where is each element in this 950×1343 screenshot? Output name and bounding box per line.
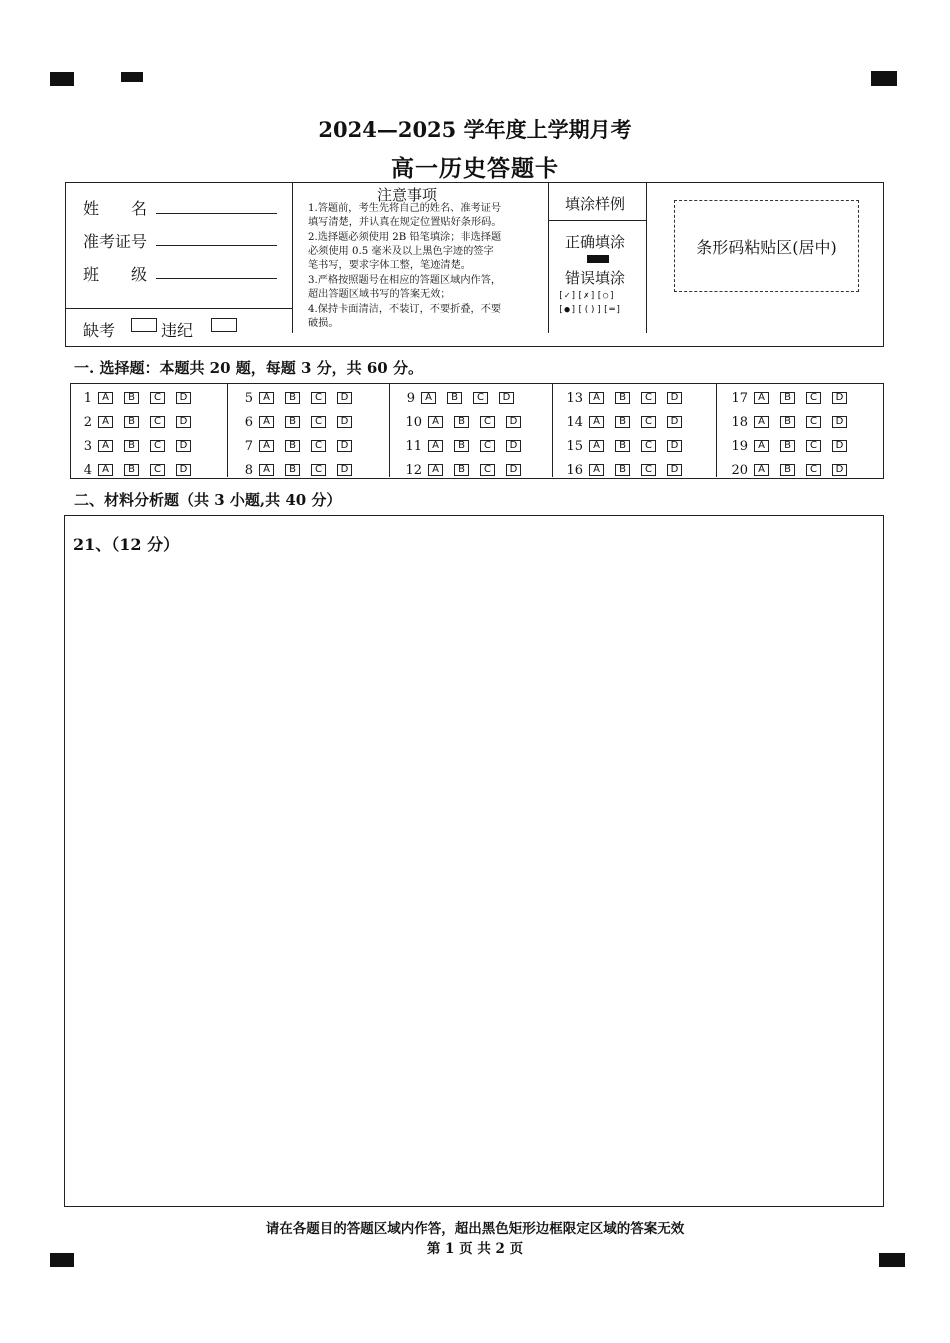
question-number: 19 — [731, 438, 748, 454]
option-bubble-d[interactable]: D — [832, 416, 847, 428]
option-bubble-c[interactable]: C — [150, 464, 165, 476]
sample-divider — [548, 220, 646, 221]
option-bubble-d[interactable]: D — [506, 464, 521, 476]
option-bubble-a[interactable]: A — [98, 392, 113, 404]
option-bubble-c[interactable]: C — [480, 416, 495, 428]
option-bubble-c[interactable]: C — [311, 440, 326, 452]
question-number: 2 — [83, 414, 92, 430]
option-bubble-d[interactable]: D — [176, 392, 191, 404]
question-number: 20 — [731, 462, 748, 478]
question-row — [243, 458, 363, 482]
option-bubble-b[interactable]: B — [124, 416, 139, 428]
question-row — [82, 410, 202, 434]
option-bubble-b[interactable]: B — [124, 464, 139, 476]
registration-mark-top-left-2 — [121, 72, 143, 82]
option-bubble-b[interactable]: B — [615, 392, 630, 404]
option-bubble-a[interactable]: A — [98, 440, 113, 452]
question-number: 18 — [731, 414, 748, 430]
mc-divider-4 — [716, 384, 717, 477]
question-row — [82, 434, 202, 458]
divider-1 — [292, 183, 293, 333]
option-bubble-a[interactable]: A — [259, 416, 274, 428]
question-number: 1 — [83, 390, 92, 406]
option-bubble-c[interactable]: C — [473, 392, 488, 404]
option-bubble-d[interactable]: D — [667, 464, 682, 476]
question-number: 3 — [83, 438, 92, 454]
correct-fill-label: 正确填涂 — [565, 233, 626, 251]
question-number: 5 — [244, 390, 253, 406]
option-bubble-b[interactable]: B — [285, 440, 300, 452]
option-bubble-c[interactable]: C — [311, 416, 326, 428]
option-bubble-c[interactable]: C — [641, 392, 656, 404]
option-bubble-b[interactable]: B — [615, 440, 630, 452]
question-number: 15 — [566, 438, 583, 454]
option-bubble-b[interactable]: B — [124, 392, 139, 404]
option-bubble-b[interactable]: B — [285, 464, 300, 476]
question-number: 11 — [405, 438, 422, 454]
question-row — [405, 410, 532, 434]
wrong-fill-samples-row1: [✓][✗][○] — [558, 291, 616, 301]
id-field[interactable] — [156, 245, 277, 246]
option-bubble-a[interactable]: A — [589, 464, 604, 476]
option-bubble-c[interactable]: C — [641, 416, 656, 428]
option-bubble-b[interactable]: B — [615, 464, 630, 476]
violation-checkbox[interactable] — [211, 318, 237, 332]
question-number: 4 — [83, 462, 92, 478]
option-bubble-c[interactable]: C — [480, 464, 495, 476]
wrong-fill-label: 错误填涂 — [565, 269, 626, 287]
question-number: 16 — [566, 462, 583, 478]
question-row — [731, 434, 858, 458]
option-bubble-a[interactable]: A — [754, 464, 769, 476]
option-bubble-a[interactable]: A — [428, 440, 443, 452]
option-bubble-b[interactable]: B — [447, 392, 462, 404]
question-row — [405, 434, 532, 458]
option-bubble-a[interactable]: A — [259, 464, 274, 476]
registration-mark-top-left — [50, 72, 74, 86]
wrong-fill-samples-row2: [●][()][═] — [558, 305, 623, 315]
card-subtitle: 高一历史答题卡 — [391, 155, 559, 182]
option-bubble-d[interactable]: D — [667, 440, 682, 452]
note-item-1: 1.答题前，考生先将自己的姓名、准考证号 填写清楚，并认真在规定位置贴好条形码。 — [308, 203, 502, 229]
name-field[interactable] — [156, 213, 277, 214]
option-bubble-d[interactable]: D — [337, 416, 352, 428]
question-row — [731, 410, 858, 434]
page-number: 第 1 页 共 2 页 — [426, 1241, 524, 1257]
barcode-label: 条形码粘贴区(居中) — [696, 237, 837, 257]
note-item-2: 2.选择题必须使用 2B 铅笔填涂；非选择题 必须使用 0.5 毫米及以上黑色字迹的签字 笔书写，要求字体工整，笔迹清楚。 — [308, 232, 502, 272]
question-number: 7 — [244, 438, 253, 454]
question-number: 8 — [244, 462, 253, 478]
option-bubble-a[interactable]: A — [589, 392, 604, 404]
option-bubble-b[interactable]: B — [285, 416, 300, 428]
option-bubble-a[interactable]: A — [421, 392, 436, 404]
section-2-title: 二、材料分析题（共 3 小题,共 40 分） — [74, 491, 342, 509]
option-bubble-a[interactable]: A — [589, 440, 604, 452]
option-bubble-d[interactable]: D — [506, 416, 521, 428]
question-row — [243, 410, 363, 434]
question-number: 13 — [566, 390, 583, 406]
option-bubble-d[interactable]: D — [832, 440, 847, 452]
option-bubble-a[interactable]: A — [428, 416, 443, 428]
question-row — [731, 386, 858, 410]
mc-divider-2 — [389, 384, 390, 477]
question-number: 10 — [405, 414, 422, 430]
option-bubble-d[interactable]: D — [176, 440, 191, 452]
question-number: 12 — [405, 462, 422, 478]
name-label: 姓 名 — [83, 199, 148, 218]
option-bubble-d[interactable]: D — [499, 392, 514, 404]
option-bubble-c[interactable]: C — [641, 464, 656, 476]
notes-title: 注意事项 — [377, 186, 438, 204]
option-bubble-c[interactable]: C — [150, 392, 165, 404]
question-row — [566, 386, 693, 410]
correct-fill-mark — [587, 255, 609, 263]
option-bubble-b[interactable]: B — [615, 416, 630, 428]
option-bubble-d[interactable]: D — [176, 416, 191, 428]
section-1-title: 一. 选择题：本题共 20 题，每题 3 分，共 60 分。 — [74, 359, 423, 377]
question-row — [405, 458, 532, 482]
option-bubble-b[interactable]: B — [124, 440, 139, 452]
mc-divider-1 — [227, 384, 228, 477]
option-bubble-a[interactable]: A — [428, 464, 443, 476]
question-row — [82, 386, 202, 410]
divider-3 — [646, 183, 647, 333]
question-number: 14 — [566, 414, 583, 430]
question-row — [243, 386, 363, 410]
barcode-area — [674, 200, 859, 292]
option-bubble-b[interactable]: B — [780, 392, 795, 404]
question-row — [731, 458, 858, 482]
option-bubble-d[interactable]: D — [337, 392, 352, 404]
class-field[interactable] — [156, 278, 277, 279]
question-row — [566, 434, 693, 458]
option-bubble-c[interactable]: C — [806, 416, 821, 428]
option-bubble-c[interactable]: C — [806, 464, 821, 476]
question-21-label: 21、（12 分） — [73, 535, 180, 554]
option-bubble-b[interactable]: B — [780, 440, 795, 452]
id-label: 准考证号 — [83, 232, 148, 251]
option-bubble-d[interactable]: D — [832, 392, 847, 404]
option-bubble-d[interactable]: D — [667, 416, 682, 428]
option-bubble-d[interactable]: D — [176, 464, 191, 476]
option-bubble-a[interactable]: A — [98, 416, 113, 428]
class-label: 班 级 — [83, 265, 148, 284]
question-row — [82, 458, 202, 482]
option-bubble-c[interactable]: C — [311, 464, 326, 476]
option-bubble-d[interactable]: D — [832, 464, 847, 476]
fill-sample-title: 填涂样例 — [565, 195, 626, 213]
option-bubble-d[interactable]: D — [667, 392, 682, 404]
option-bubble-a[interactable]: A — [754, 440, 769, 452]
question-number: 6 — [244, 414, 253, 430]
option-bubble-a[interactable]: A — [754, 416, 769, 428]
question-number: 17 — [731, 390, 748, 406]
question-row — [566, 410, 693, 434]
option-bubble-b[interactable]: B — [454, 464, 469, 476]
option-bubble-b[interactable]: B — [454, 416, 469, 428]
option-bubble-b[interactable]: B — [780, 416, 795, 428]
option-bubble-c[interactable]: C — [150, 440, 165, 452]
option-bubble-d[interactable]: D — [337, 464, 352, 476]
divider-2 — [548, 183, 549, 333]
note-item-4: 4.保持卡面清洁，不装订，不要折叠，不要 破损。 — [308, 304, 502, 330]
registration-mark-top-right — [871, 71, 897, 86]
absent-checkbox[interactable] — [131, 318, 157, 332]
option-bubble-a[interactable]: A — [98, 464, 113, 476]
option-bubble-c[interactable]: C — [806, 440, 821, 452]
info-header-box — [65, 182, 884, 347]
option-bubble-a[interactable]: A — [589, 416, 604, 428]
question-21-answer-area[interactable] — [64, 515, 884, 1207]
option-bubble-d[interactable]: D — [337, 440, 352, 452]
option-bubble-b[interactable]: B — [285, 392, 300, 404]
option-bubble-b[interactable]: B — [780, 464, 795, 476]
option-bubble-c[interactable]: C — [150, 416, 165, 428]
footer-warning: 请在各题目的答题区域内作答，超出黑色矩形边框限定区域的答案无效 — [265, 1221, 685, 1237]
question-row — [243, 434, 363, 458]
option-bubble-a[interactable]: A — [754, 392, 769, 404]
exam-title: 2024—2025 学年度上学期月考 — [318, 117, 632, 142]
option-bubble-c[interactable]: C — [311, 392, 326, 404]
question-number: 9 — [406, 390, 415, 406]
info-bottom-line — [66, 308, 292, 309]
option-bubble-c[interactable]: C — [480, 440, 495, 452]
absent-label: 缺考 — [83, 321, 116, 340]
question-row — [405, 386, 525, 410]
option-bubble-a[interactable]: A — [259, 392, 274, 404]
note-item-3: 3.严格按照题号在相应的答题区域内作答， 超出答题区域书写的答案无效； — [308, 275, 502, 301]
mc-divider-3 — [552, 384, 553, 477]
question-row — [566, 458, 693, 482]
option-bubble-c[interactable]: C — [641, 440, 656, 452]
option-bubble-a[interactable]: A — [259, 440, 274, 452]
option-bubble-c[interactable]: C — [806, 392, 821, 404]
option-bubble-d[interactable]: D — [506, 440, 521, 452]
option-bubble-b[interactable]: B — [454, 440, 469, 452]
violation-label: 违纪 — [161, 321, 194, 340]
